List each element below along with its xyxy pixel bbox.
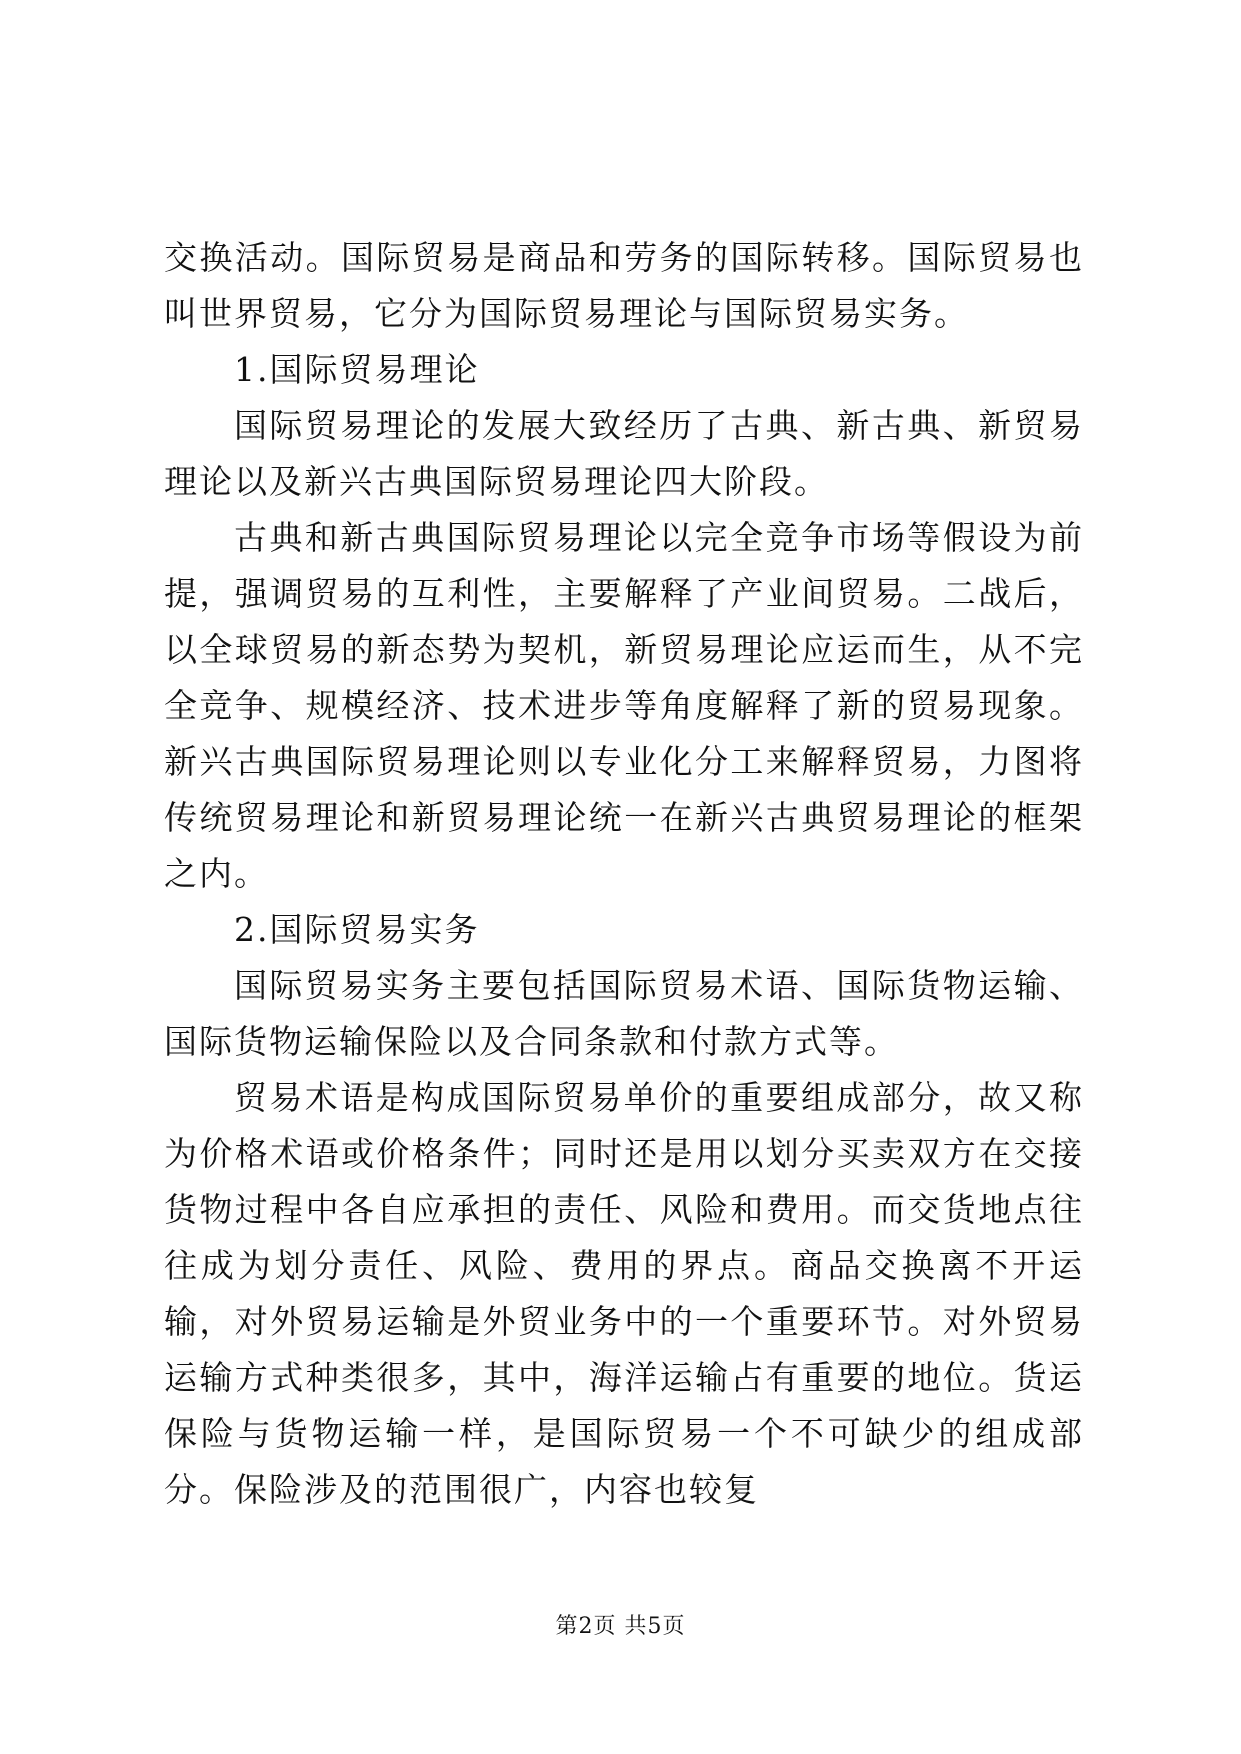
paragraph-practice-contents: 国际贸易实务主要包括国际贸易术语、国际货物运输、国际货物运输保险以及合同条款和付款方式等。 [164,966,1084,1061]
section-heading-trade-practice: 2.国际贸易实务 [234,910,480,949]
paragraph-trade-terms: 贸易术语是构成国际贸易单价的重要组成部分，故又称为价格术语或价格条件；同时还是用以划分买卖双方在交接货物过程中各自应承担的责任、风险和费用。而交货地点往往成为划分责任、风险、费用的界点。商品交换离不开运输，对外贸易运输是外贸业务中的一个重要环节。对外贸易运输方式种类很多，其中，海洋运输占有重要的地位。货运保险与货物运输一样，是国际贸易一个不可缺少的组成部分。保险涉及的范围很广，内容也较复 [164,1078,1084,1509]
paragraph-theory-details: 古典和新古典国际贸易理论以完全竞争市场等假设为前提，强调贸易的互利性，主要解释了产业间贸易。二战后，以全球贸易的新态势为契机，新贸易理论应运而生，从不完全竞争、规模经济、技术进步等角度解释了新的贸易现象。新兴古典国际贸易理论则以专业化分工来解释贸易，力图将传统贸易理论和新贸易理论统一在新兴古典贸易理论的框架之内。 [164,518,1084,893]
paragraph-continuation: 交换活动。国际贸易是商品和劳务的国际转移。国际贸易也叫世界贸易，它分为国际贸易理论与国际贸易实务。 [164,238,1084,333]
page-number-footer: 第2页 共5页 [555,1614,686,1639]
section-heading-trade-theory: 1.国际贸易理论 [234,350,480,389]
paragraph-theory-stages: 国际贸易理论的发展大致经历了古典、新古典、新贸易理论以及新兴古典国际贸易理论四大阶段。 [164,406,1084,501]
document-body [164,230,1084,1518]
